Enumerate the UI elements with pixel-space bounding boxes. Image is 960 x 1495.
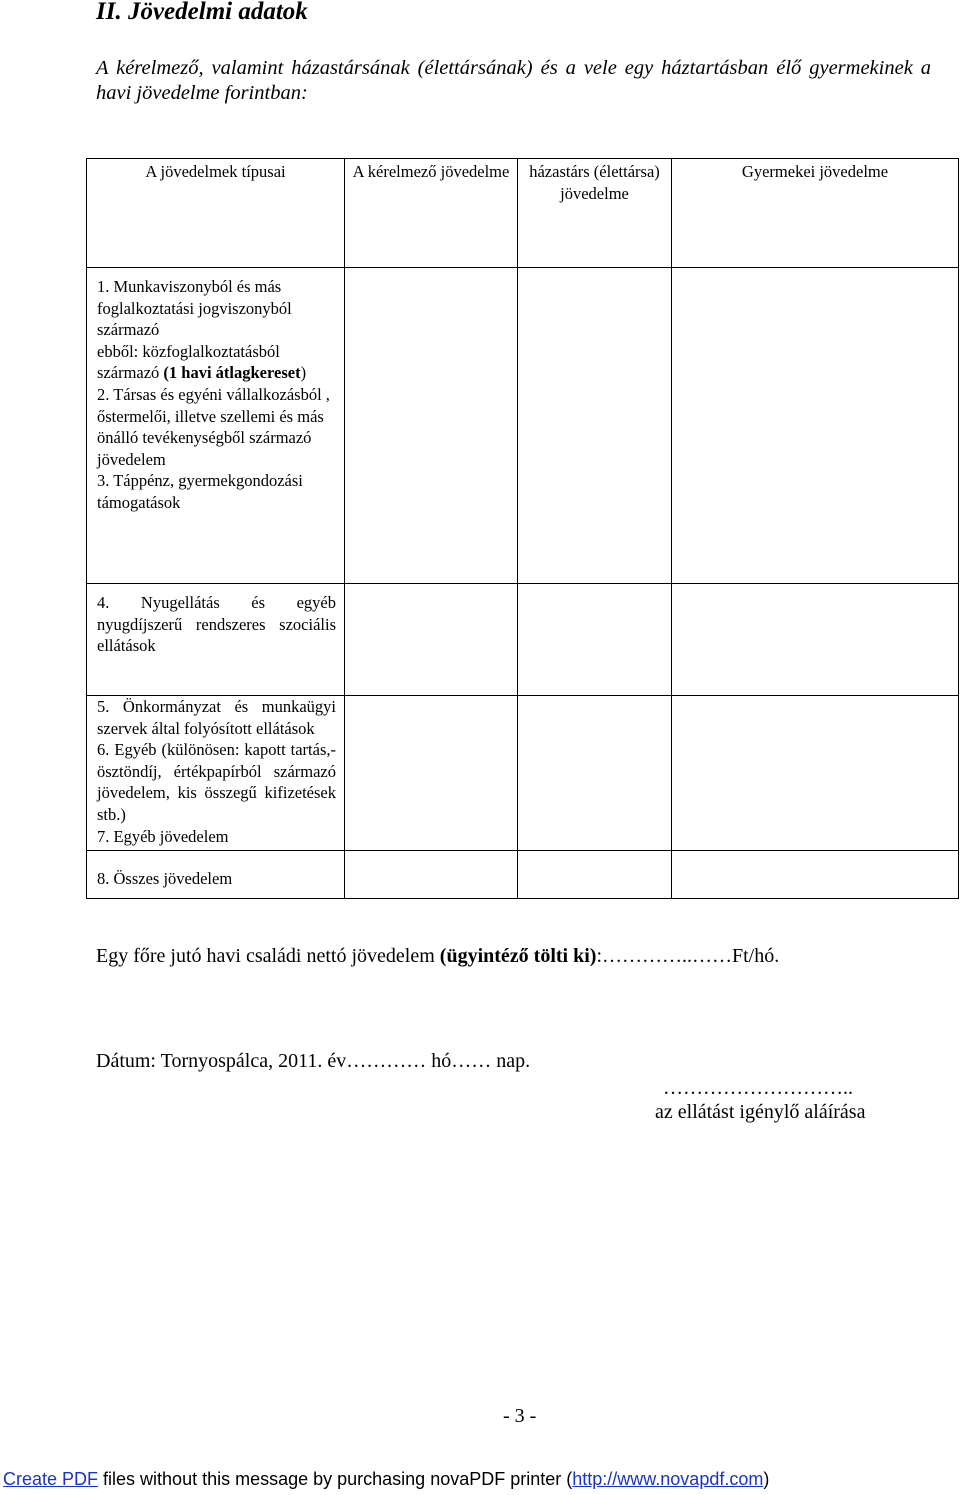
row-label-group-5-7 [87, 696, 345, 851]
row-4-label: 4. Nyugellátás és egyéb nyugdíjszerű rendszeres szociális ellátások [97, 593, 336, 656]
table-row [87, 584, 959, 696]
table-row [87, 268, 959, 584]
row-1-label: 1. Munkaviszonyból és más foglalkoztatási jogviszonyból származó [97, 277, 292, 340]
signature-line[interactable]: ……………………….. [663, 1077, 853, 1099]
create-pdf-link[interactable]: Create PDF [3, 1469, 99, 1489]
row-3-label: 3. Táppénz, gyermekgondozási támogatások [97, 471, 303, 512]
section-title: II. Jövedelmi adatok [96, 0, 308, 25]
novapdf-link[interactable]: http://www.novapdf.com [572, 1469, 764, 1489]
header-spouse-income: házastárs (élettársa) jövedelme [518, 159, 672, 268]
per-capita-note: (ügyintéző tölti ki) [439, 945, 597, 967]
row-1-sub-bold: (1 havi átlagkereset [163, 363, 301, 383]
spouse-cell[interactable] [518, 851, 672, 899]
row-6-label: 6. Egyéb (különösen: kapott tartás,-ösztöndíj, értékpapírból származó jövedelem, kis összegű kifizetések stb.) [97, 740, 336, 824]
date-line[interactable]: Dátum: Tornyospálca, 2011. év………… hó…… nap. [96, 1050, 531, 1072]
row-1-sub-label [97, 341, 336, 384]
header-children-income: Gyermekei jövedelme [672, 159, 959, 268]
children-cell[interactable] [672, 696, 959, 851]
per-capita-blank[interactable]: :…………..……Ft/hó. [596, 945, 780, 967]
applicant-cell[interactable] [345, 851, 518, 899]
intro-text: A kérelmező, valamint házastársának (élettársának) és a vele egy háztartásban élő gyermekinek a havi jövedelme forintban: [96, 57, 931, 104]
table-header-row [87, 159, 959, 268]
table-row [87, 696, 959, 851]
footer-notice [3, 1469, 769, 1490]
page-number: - 3 - [503, 1405, 537, 1427]
per-capita-income-line [96, 945, 779, 968]
row-8-label: 8. Összes jövedelem [97, 869, 233, 888]
per-capita-text: Egy főre jutó havi családi nettó jövedelem [96, 945, 440, 967]
applicant-cell[interactable] [345, 696, 518, 851]
table-row [87, 851, 959, 899]
row-4-cell [87, 584, 345, 696]
row-7-label: 7. Egyéb jövedelem [97, 826, 229, 846]
spouse-cell[interactable] [518, 584, 672, 696]
children-cell[interactable] [672, 584, 959, 696]
applicant-cell[interactable] [345, 268, 518, 584]
header-applicant-income: A kérelmező jövedelme [345, 159, 518, 268]
row-5-label: 5. Önkormányzat és munkaügyi szervek által folyósított ellátások [97, 697, 336, 738]
footer-text: files without this message by purchasing novaPDF printer ( [98, 1469, 573, 1489]
applicant-cell[interactable] [345, 584, 518, 696]
row-2-label: 2. Társas és egyéni vállalkozásból , őstermelői, illetve szellemi és más önálló tevékenységből származó jövedelem [97, 384, 330, 469]
signature-label: az ellátást igénylő aláírása [655, 1101, 866, 1123]
footer-end: ) [763, 1469, 770, 1489]
row-1-sub-end: ) [300, 363, 307, 383]
spouse-cell[interactable] [518, 268, 672, 584]
row-1-sub-text: ebből: közfoglalkoztatásból származó [97, 341, 280, 383]
row-8-cell [87, 851, 345, 899]
income-table [86, 158, 959, 899]
children-cell[interactable] [672, 268, 959, 584]
row-label-group-1-3 [87, 268, 345, 584]
children-cell[interactable] [672, 851, 959, 899]
spouse-cell[interactable] [518, 696, 672, 851]
header-income-types: A jövedelmek típusai [87, 159, 345, 268]
